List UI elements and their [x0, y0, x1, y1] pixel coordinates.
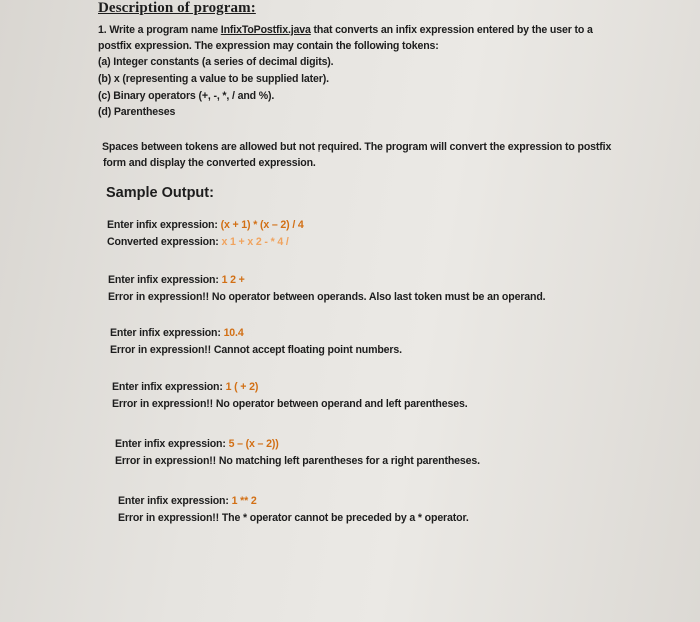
example-6-prompt: Enter infix expression:	[118, 495, 232, 507]
example-5-prompt-line	[115, 438, 279, 450]
task-text-post: that converts an infix expression entered by the user to a	[310, 24, 593, 36]
example-3-prompt-line	[110, 327, 244, 339]
example-2-input: 1 2 +	[221, 274, 245, 286]
example-4-input: 1 ( + 2)	[225, 381, 259, 393]
sample-output-title: Sample Output:	[106, 185, 214, 201]
example-5-input: 5 – (x – 2))	[228, 438, 279, 450]
example-4-result: No operator between operand and left parentheses.	[215, 398, 468, 410]
example-5-prompt: Enter infix expression:	[115, 438, 229, 450]
example-2-result: No operator between operands. Also last token must be an operand.	[211, 291, 546, 303]
example-2-result-label: Error in expression!!	[108, 291, 212, 303]
example-5-result-line	[115, 455, 480, 467]
example-3-result-line	[110, 344, 402, 356]
task-filename: InfixToPostfix.java	[220, 24, 311, 36]
example-4-result-label: Error in expression!!	[112, 398, 216, 410]
example-1-result-line	[107, 236, 289, 248]
token-d: (d) Parentheses	[98, 106, 176, 118]
example-1-input: (x + 1) * (x – 2) / 4	[220, 219, 304, 231]
token-a: (a) Integer constants (a series of decimal digits).	[98, 56, 334, 68]
example-6-result-label: Error in expression!!	[118, 512, 222, 524]
example-2-result-line	[108, 291, 545, 303]
example-3-result: Cannot accept floating point numbers.	[213, 344, 402, 356]
example-4-result-line	[112, 398, 468, 410]
example-6-prompt-line	[118, 495, 257, 507]
token-b: (b) x (representing a value to be supplied later).	[98, 73, 329, 85]
task-line-2: postfix expression. The expression may contain the following tokens:	[98, 40, 439, 52]
example-6-result-line	[118, 512, 469, 524]
example-4-prompt-line	[112, 381, 258, 393]
example-1-result: x 1 + x 2 - * 4 /	[221, 236, 289, 248]
example-5-result: No matching left parentheses for a right parentheses.	[218, 455, 480, 467]
example-1-prompt: Enter infix expression:	[107, 219, 221, 231]
example-2-prompt-line	[108, 274, 245, 286]
token-c: (c) Binary operators (+, -, *, / and %).	[98, 90, 275, 102]
example-6-result: The * operator cannot be preceded by a * operator.	[221, 512, 469, 524]
page-heading: Description of program:	[98, 0, 256, 16]
example-5-result-label: Error in expression!!	[115, 455, 219, 467]
example-6-input: 1 ** 2	[231, 495, 257, 507]
example-1-prompt-line	[107, 219, 304, 231]
example-3-input: 10.4	[223, 327, 244, 339]
example-4-prompt: Enter infix expression:	[112, 381, 226, 393]
task-line-1	[98, 24, 593, 36]
example-1-result-label: Converted expression:	[107, 236, 222, 248]
task-number: 1.	[98, 24, 107, 36]
example-3-result-label: Error in expression!!	[110, 344, 214, 356]
spaces-note-line-2: form and display the converted expression.	[103, 157, 316, 169]
spaces-note-line-1: Spaces between tokens are allowed but not required. The program will convert the expression to postfix	[102, 141, 612, 153]
example-3-prompt: Enter infix expression:	[110, 327, 224, 339]
task-text-pre: Write a program name	[109, 24, 221, 36]
example-2-prompt: Enter infix expression:	[108, 274, 222, 286]
